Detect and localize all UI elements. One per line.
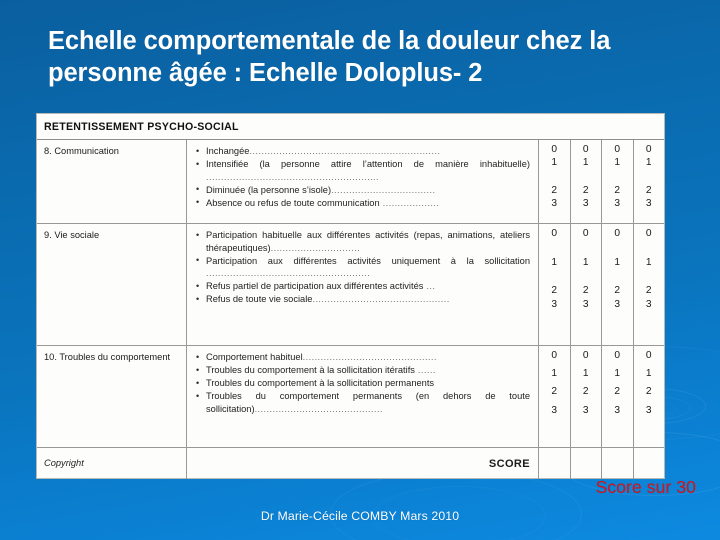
score-total-column[interactable] [634,448,665,479]
score-column[interactable]: 0 1 2 3 [539,224,571,345]
score-column[interactable]: 0 1 2 3 [571,140,603,223]
slide-footer: Dr Marie-Cécile COMBY Mars 2010 [260,509,460,523]
row-items [187,140,539,223]
list-item: • Refus de toute vie sociale.............................................. [196,293,530,306]
copyright-label: Copyright [37,448,187,479]
table-row [37,346,664,448]
table-section-header: RETENTISSEMENT PSYCHO-SOCIAL [37,114,664,140]
list-item: • Troubles du comportement permanents (en dehors de toute sollicitation)........................................... [196,390,530,415]
row-label: 9. Vie sociale [37,224,187,345]
list-item: • Refus partiel de participation aux différentes activités ... [196,280,530,293]
list-item: • Comportement habituel............................................. [196,351,530,364]
score-column[interactable]: 0 1 2 3 [602,224,634,345]
score-column[interactable]: 0 1 2 3 [645,144,652,210]
table-body [37,140,664,479]
list-item: • Participation aux différentes activités uniquement à la sollicitation ....................................................... [196,255,530,280]
score-total-column[interactable] [571,448,603,479]
score-column[interactable]: 0 1 2 3 [645,350,652,416]
list-item: • Absence ou refus de toute communication ................... [196,197,530,210]
row-items [187,224,539,345]
list-item: • Intensifiée (la personne attire l’attention de manière inhabituelle) .......................................................... [196,158,530,183]
list-item: • Troubles du comportement à la sollicitation itératifs ...... [196,364,530,377]
score-column[interactable]: 0 1 2 3 [539,346,571,447]
score-column[interactable]: 0 1 2 3 [645,228,652,311]
list-item: • Troubles du comportement à la sollicitation permanents [196,377,530,390]
score-column[interactable]: 0 1 2 3 [602,346,634,447]
table-footer-row [37,448,664,479]
table-row [37,224,664,346]
table-row [37,140,664,224]
score-total-columns [539,448,664,479]
score-column[interactable]: 0 1 2 3 [571,224,603,345]
row-label: 8. Communication [37,140,187,223]
score-columns [539,224,664,345]
list-item: • Inchangée................................................................ [196,145,530,158]
doloplus-scale-table [36,113,665,479]
ripple-watermark-icon [330,470,582,540]
score-column[interactable]: 0 1 2 3 [602,140,634,223]
score-columns [539,140,664,223]
score-total-column[interactable] [602,448,634,479]
score-column[interactable]: 0 1 2 3 [539,140,571,223]
list-item: • Participation habituelle aux différentes activités (repas, animations, ateliers thérapeutiques).............................. [196,229,530,254]
score-annotation: Score sur 30 [595,477,696,497]
score-columns [539,346,664,447]
score-total-label: SCORE [187,448,539,479]
score-total-column[interactable] [539,448,571,479]
score-column[interactable]: 0 1 2 3 [571,346,603,447]
row-label: 10. Troubles du comportement [37,346,187,447]
page-title: Echelle comportementale de la douleur chez la personne âgée : Echelle Doloplus- 2 [48,27,611,88]
list-item: • Diminuée (la personne s’isole)................................... [196,184,530,197]
row-items [187,346,539,447]
